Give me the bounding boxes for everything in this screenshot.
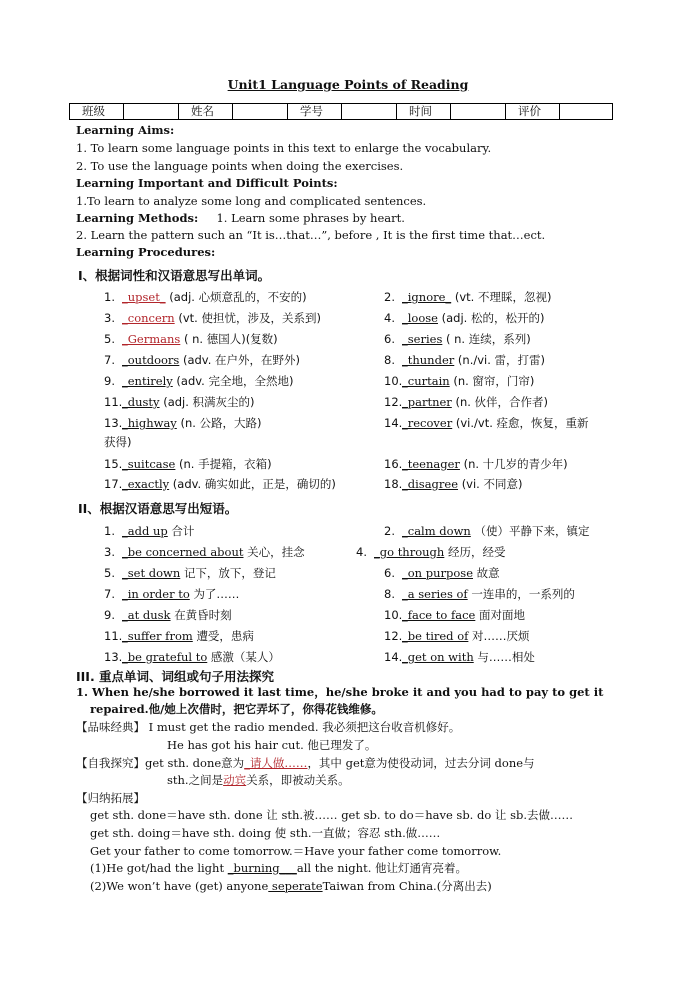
question1-chinese: repaired.他/她上次借时，把它弄坏了，你得花钱维修。 bbox=[90, 702, 383, 716]
vocab-item-definition: (adv. 确实如此，正是，确切的) bbox=[172, 477, 336, 491]
vocab-item bbox=[384, 477, 522, 492]
phrase-item-number: 5. bbox=[104, 566, 115, 580]
vocab-item-number: 10. bbox=[384, 374, 403, 388]
phrase-item-number: 9. bbox=[104, 608, 115, 622]
vocab-item-definition: (adv. 在户外，在野外) bbox=[182, 353, 301, 367]
phrase-item bbox=[104, 629, 254, 644]
phrase-item-definition: 对……厌烦 bbox=[472, 629, 530, 643]
info-value-evaluation[interactable] bbox=[560, 104, 613, 120]
vocab-item-answer: _concern bbox=[122, 311, 175, 325]
phrase-item-answer: _be grateful to bbox=[122, 650, 208, 664]
vocab-item bbox=[104, 290, 307, 305]
question1-english: 1. When he/she borrowed it last time，he/she broke it and you had to pay to get it bbox=[76, 685, 604, 699]
section2-heading: II、根据汉语意思写出短语。 bbox=[78, 501, 238, 516]
vocab-item bbox=[384, 395, 548, 410]
phrase-item-number: 14. bbox=[384, 650, 403, 664]
vocab-item-definition: (adj. 松的，松开的) bbox=[441, 311, 545, 325]
explore-text-2c: 关系，即被动关系。 bbox=[246, 773, 350, 787]
phrase-item-number: 6. bbox=[384, 566, 395, 580]
phrase-item-number: 8. bbox=[384, 587, 395, 601]
vocab-item-answer: _Germans bbox=[122, 332, 181, 346]
info-value-number[interactable] bbox=[342, 104, 397, 120]
vocab-item-number: 9. bbox=[104, 374, 115, 388]
summary-line-2: get sth. doing＝have sth. doing 使 sth.一直做；容忍 sth.做…… bbox=[90, 826, 441, 840]
classic-example-1: I must get the radio mended. 我必须把这台收音机修好。 bbox=[148, 720, 461, 734]
vocab-item-number: 4. bbox=[384, 311, 395, 325]
phrase-item-definition: 感激（某人） bbox=[210, 650, 280, 664]
phrase-item-number: 12. bbox=[384, 629, 403, 643]
vocab-item-answer: _recover bbox=[402, 416, 453, 430]
page-title: Unit1 Language Points of Reading bbox=[227, 77, 469, 92]
vocab-item-number: 7. bbox=[104, 353, 115, 367]
vocab-item-definition: (vt. 使担忧，涉及，关系到) bbox=[178, 311, 321, 325]
phrase-item bbox=[104, 545, 305, 560]
aim-line: 1. To learn some language points in this text to enlarge the vocabulary. bbox=[76, 141, 492, 155]
vocab-item-definition: (n./vi. 雷，打雷) bbox=[457, 353, 546, 367]
phrase-item bbox=[384, 587, 575, 602]
info-label-evaluation: 评价 bbox=[506, 104, 560, 120]
phrase-item-number: 10. bbox=[384, 608, 403, 622]
vocab-item-answer: _curtain bbox=[402, 374, 450, 388]
vocab-item-answer: _upset_ bbox=[122, 290, 166, 304]
phrase-item-definition: 遭受，患病 bbox=[196, 629, 254, 643]
phrase-item-answer: _add up bbox=[122, 524, 168, 538]
phrase-item-number: 11. bbox=[104, 629, 123, 643]
vocab-item-definition: ( n. 连续，系列) bbox=[446, 332, 531, 346]
vocab-item-answer: _outdoors bbox=[122, 353, 180, 367]
vocab-item-answer: _suitcase bbox=[122, 457, 176, 471]
phrase-item-answer: _in order to bbox=[122, 587, 190, 601]
explore-text-c: ，其中 get意为使役动词，过去分词 done与 bbox=[307, 756, 535, 770]
vocab-item-definition: (vi. 不同意) bbox=[461, 477, 523, 491]
phrase-item bbox=[384, 650, 535, 665]
vocab-item bbox=[384, 353, 545, 368]
methods-heading: Learning Methods: bbox=[76, 211, 199, 225]
vocab-item-definition: (n. 手提箱，衣箱) bbox=[179, 457, 272, 471]
important-heading: Learning Important and Difficult Points: bbox=[76, 176, 338, 190]
phrase-item-number: 13. bbox=[104, 650, 123, 664]
vocab-item-number: 13. bbox=[104, 416, 123, 430]
phrase-item bbox=[104, 650, 280, 665]
method-item: 1. Learn some phrases by heart. bbox=[216, 211, 405, 225]
vocab-item bbox=[384, 457, 568, 472]
info-value-class[interactable] bbox=[124, 104, 179, 120]
vocab-item-answer: _partner bbox=[402, 395, 452, 409]
explore-line-2 bbox=[167, 773, 350, 788]
vocab-item-definition: (vi./vt. 痊愈，恢复，重新 bbox=[455, 416, 589, 430]
summary-line-3: Get your father to come tomorrow.＝Have your father come tomorrow. bbox=[90, 844, 502, 858]
phrase-item-answer: _be concerned about bbox=[122, 545, 244, 559]
summary-line-4 bbox=[90, 861, 467, 876]
vocab-item-answer: _entirely bbox=[122, 374, 173, 388]
summary-4a: (1)He got/had the light bbox=[90, 861, 228, 875]
summary-5a: (2)We won’t have (get) anyone bbox=[90, 879, 269, 893]
phrase-item-definition: 一连串的，一系列的 bbox=[471, 587, 575, 601]
section1-heading: I、根据词性和汉语意思写出单词。 bbox=[78, 268, 271, 283]
vocab-item bbox=[104, 395, 255, 410]
phrase-item-answer: _be tired of bbox=[402, 629, 469, 643]
methods-line bbox=[76, 211, 405, 226]
vocab-item-number: 14. bbox=[384, 416, 403, 430]
vocab-item-number: 3. bbox=[104, 311, 115, 325]
explore-text-2a: sth.之间是 bbox=[167, 773, 224, 787]
phrase-item-definition: 关心，挂念 bbox=[247, 545, 305, 559]
phrase-item bbox=[104, 587, 239, 602]
vocab-item-number: 15. bbox=[104, 457, 123, 471]
phrase-item bbox=[104, 566, 276, 581]
info-label-time: 时间 bbox=[397, 104, 451, 120]
phrase-item-definition: 故意 bbox=[476, 566, 500, 580]
vocab-item bbox=[384, 311, 544, 326]
summary-line-5 bbox=[90, 879, 492, 894]
vocab-item-definition: (adj. 心烦意乱的，不安的) bbox=[169, 290, 307, 304]
important-line: 1.To learn to analyze some long and complicated sentences. bbox=[76, 194, 427, 208]
phrase-item-number: 2. bbox=[384, 524, 395, 538]
vocab-item-answer: _dusty bbox=[122, 395, 160, 409]
explore-text-a: get sth. done意为 bbox=[145, 756, 245, 770]
vocab-item-number: 6. bbox=[384, 332, 395, 346]
section3-heading: III. 重点单词、词组或句子用法探究 bbox=[76, 669, 275, 684]
vocab-item bbox=[104, 353, 300, 368]
phrase-item bbox=[356, 545, 505, 560]
vocab-item bbox=[104, 332, 278, 347]
info-label-class: 班级 bbox=[70, 104, 124, 120]
vocab-item-answer: _ignore_ bbox=[402, 290, 452, 304]
explore-label: 【自我探究】 bbox=[76, 756, 145, 770]
explore-answer-2: 动宾 bbox=[223, 773, 247, 787]
aim-line: 2. To use the language points when doing the exercises. bbox=[76, 159, 404, 173]
explore-answer-1: _请人做…… bbox=[244, 756, 308, 770]
vocab-item bbox=[104, 374, 293, 389]
aims-heading: Learning Aims: bbox=[76, 123, 175, 137]
phrase-item bbox=[384, 524, 589, 539]
phrase-item bbox=[384, 608, 525, 623]
phrase-item-answer: _at dusk bbox=[122, 608, 171, 622]
vocab-item-number: 16. bbox=[384, 457, 403, 471]
vocab-item-definition: (n. 窗帘，门帘) bbox=[453, 374, 535, 388]
phrase-item-answer: _a series of bbox=[402, 587, 468, 601]
info-label-number: 学号 bbox=[288, 104, 342, 120]
vocab-item-answer: _thunder bbox=[402, 353, 455, 367]
vocab-item bbox=[384, 416, 589, 431]
phrase-item-answer: _set down bbox=[122, 566, 181, 580]
phrase-item-number: 4. bbox=[356, 545, 367, 559]
vocab-item bbox=[104, 477, 336, 492]
phrase-item-number: 7. bbox=[104, 587, 115, 601]
classic-line-1 bbox=[76, 720, 460, 735]
vocab-item-number: 12. bbox=[384, 395, 403, 409]
phrase-item-answer: _get on with bbox=[402, 650, 474, 664]
phrase-item-answer: _suffer from bbox=[122, 629, 193, 643]
classic-label: 【品味经典】 bbox=[76, 720, 145, 734]
vocab-item-answer: _teenager bbox=[402, 457, 460, 471]
summary-answer-2: seperate bbox=[268, 879, 323, 893]
phrase-item-definition: 为了…… bbox=[193, 587, 240, 601]
phrase-item-definition: 记下，放下，登记 bbox=[183, 566, 276, 580]
vocab-item-number: 5. bbox=[104, 332, 115, 346]
vocab-item bbox=[384, 290, 551, 305]
phrase-item-definition: （使）平静下来，镇定 bbox=[474, 524, 590, 538]
explore-line-1 bbox=[76, 756, 535, 771]
phrase-item bbox=[384, 566, 500, 581]
vocab-item-definition: (vt. 不理睬，忽视) bbox=[454, 290, 552, 304]
vocab-item-answer: _disagree bbox=[402, 477, 459, 491]
phrase-item bbox=[384, 629, 530, 644]
phrase-item bbox=[104, 524, 194, 539]
vocab-item-number: 2. bbox=[384, 290, 395, 304]
phrase-item-definition: 面对面地 bbox=[478, 608, 525, 622]
vocab-item-number: 18. bbox=[384, 477, 403, 491]
vocab-item-definition: (n. 公路，大路) bbox=[180, 416, 262, 430]
phrase-item-number: 3. bbox=[104, 545, 115, 559]
vocab-item-answer: _series bbox=[402, 332, 443, 346]
summary-answer-1: _burning___ bbox=[227, 861, 297, 875]
vocab-item-definition: (adv. 完全地，全然地) bbox=[176, 374, 294, 388]
phrase-item-answer: _face to face bbox=[402, 608, 476, 622]
vocab-item bbox=[104, 416, 262, 431]
phrase-item-answer: _on purpose bbox=[402, 566, 473, 580]
phrase-item-definition: 经历，经受 bbox=[447, 545, 506, 559]
summary-5c: Taiwan from China.(分离出去) bbox=[322, 879, 492, 893]
summary-4c: all the night. 他让灯通宵亮着。 bbox=[296, 861, 467, 875]
phrase-item-definition: 与……相处 bbox=[477, 650, 535, 664]
phrase-item bbox=[104, 608, 232, 623]
method-item: 2. Learn the pattern such an “It is…that…”, before , It is the first time that…ect. bbox=[76, 228, 546, 242]
summary-label: 【归纳拓展】 bbox=[76, 791, 145, 805]
info-value-name[interactable] bbox=[233, 104, 288, 120]
vocab-item-number: 17. bbox=[104, 477, 123, 491]
vocab-item-definition: ( n. 德国人)(复数) bbox=[183, 332, 278, 346]
vocab-item-definition: (n. 十几岁的青少年) bbox=[463, 457, 568, 471]
vocab-item-number: 1. bbox=[104, 290, 115, 304]
vocab-item-answer: _highway bbox=[122, 416, 177, 430]
vocab-item-definition: (n. 伙伴，合作者) bbox=[455, 395, 549, 409]
procedures-heading: Learning Procedures: bbox=[76, 245, 216, 259]
phrase-item-answer: _calm down bbox=[402, 524, 471, 538]
vocab-item bbox=[384, 374, 534, 389]
vocab-item-answer: _exactly bbox=[122, 477, 170, 491]
vocab-item bbox=[104, 457, 272, 472]
phrase-item-answer: _go through bbox=[374, 545, 445, 559]
vocab-item-definition: (adj. 积满灰尘的) bbox=[163, 395, 255, 409]
info-label-name: 姓名 bbox=[179, 104, 233, 120]
phrase-item-definition: 合计 bbox=[171, 524, 195, 538]
vocab-item-number: 8. bbox=[384, 353, 395, 367]
phrase-item-definition: 在黄昏时刻 bbox=[174, 608, 232, 622]
section1-wrap-line: 获得) bbox=[104, 435, 132, 449]
info-table bbox=[69, 103, 613, 120]
vocab-item-number: 11. bbox=[104, 395, 123, 409]
vocab-item-answer: _loose bbox=[402, 311, 438, 325]
phrase-item-number: 1. bbox=[104, 524, 115, 538]
vocab-item bbox=[384, 332, 531, 347]
info-value-time[interactable] bbox=[451, 104, 506, 120]
vocab-item bbox=[104, 311, 321, 326]
classic-example-2: He has got his hair cut. 他已理发了。 bbox=[167, 738, 377, 752]
summary-line-1: get sth. done＝have sth. done 让 sth.被…… get sb. to do＝have sb. do 让 sb.去做…… bbox=[90, 808, 574, 822]
